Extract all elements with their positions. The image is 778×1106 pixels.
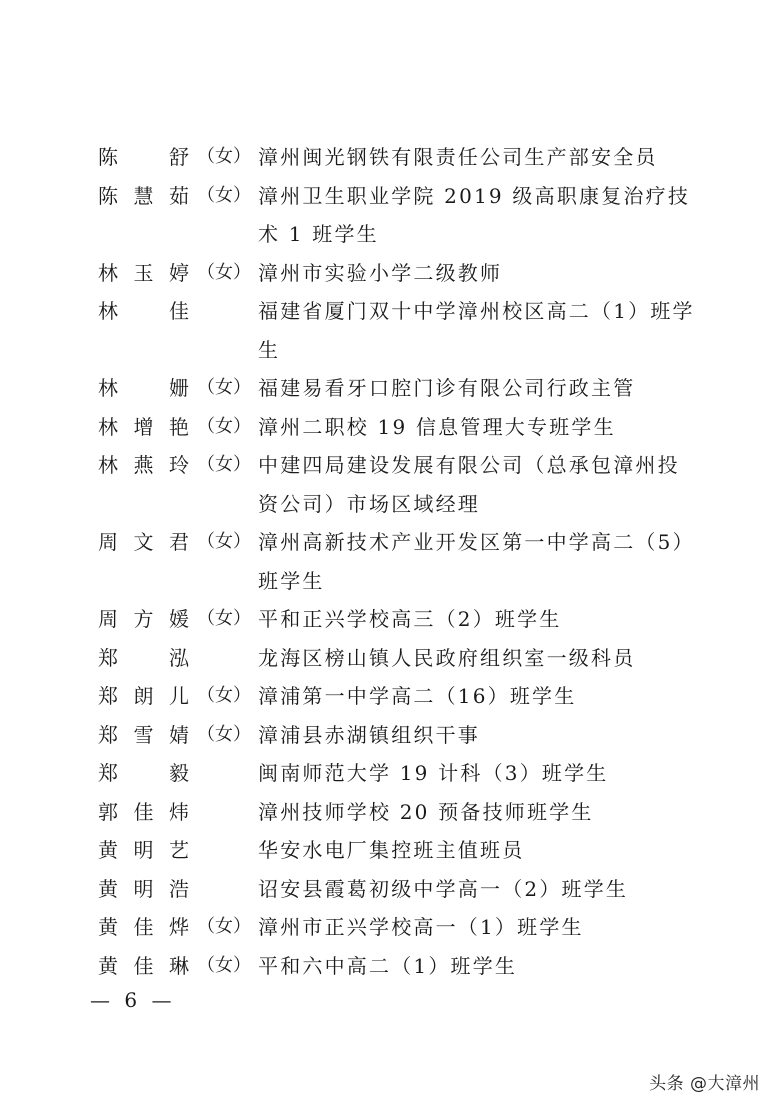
person-description: 平和六中高二（1）班学生 bbox=[258, 953, 518, 978]
person-description: 漳浦第一中学高二（16）班学生 bbox=[258, 684, 577, 708]
list-item bbox=[98, 177, 698, 254]
list-item bbox=[98, 793, 698, 832]
list-item bbox=[98, 292, 698, 369]
person-name: 林燕玲 bbox=[98, 453, 190, 477]
person-name: 林 佳 bbox=[98, 299, 190, 323]
person-name: 黄明浩 bbox=[98, 876, 190, 901]
gender-note: （女） bbox=[197, 916, 251, 937]
list-item bbox=[98, 523, 698, 600]
list-item bbox=[98, 639, 698, 678]
person-description: 漳州高新技术产业开发区第一中学高二（5）班学生 bbox=[258, 530, 695, 593]
person-name: 郑雪婧 bbox=[98, 722, 190, 747]
list-item bbox=[98, 870, 698, 909]
person-name: 黄明艺 bbox=[98, 838, 190, 862]
list-item bbox=[98, 754, 698, 793]
list-item bbox=[98, 947, 698, 986]
list-item bbox=[98, 831, 698, 870]
name-list bbox=[98, 138, 698, 985]
list-item bbox=[98, 254, 698, 293]
gender-note: （女） bbox=[197, 723, 251, 745]
person-name: 郑 毅 bbox=[98, 761, 190, 785]
gender-note: （女） bbox=[197, 146, 251, 167]
person-name: 郑朗儿 bbox=[98, 684, 190, 708]
person-name: 黄佳琳 bbox=[98, 953, 190, 978]
person-name: 林增艳 bbox=[98, 414, 190, 439]
person-name: 郑 泓 bbox=[98, 645, 190, 670]
person-description: 福建易看牙口腔门诊有限公司行政主管 bbox=[258, 376, 636, 400]
gender-note: （女） bbox=[197, 454, 251, 475]
person-description: 龙海区榜山镇人民政府组织室一级科员 bbox=[258, 645, 636, 670]
person-description: 漳州卫生职业学院 2019 级高职康复治疗技术 1 班学生 bbox=[258, 183, 691, 246]
list-item bbox=[98, 908, 698, 947]
list-item bbox=[98, 369, 698, 408]
list-item bbox=[98, 408, 698, 447]
person-name: 陈 舒 bbox=[98, 145, 190, 169]
person-name: 黄佳烨 bbox=[98, 915, 190, 939]
list-item bbox=[98, 600, 698, 639]
person-description: 中建四局建设发展有限公司（总承包漳州投资公司）市场区域经理 bbox=[258, 453, 680, 516]
person-name: 周方媛 bbox=[98, 607, 190, 631]
list-item bbox=[98, 446, 698, 523]
person-description: 福建省厦门双十中学漳州校区高二（1）班学生 bbox=[258, 299, 695, 362]
watermark: 头条 @大漳州 bbox=[649, 1074, 760, 1094]
page-number: — 6 — bbox=[90, 988, 176, 1012]
gender-note: （女） bbox=[197, 415, 251, 437]
gender-note: （女） bbox=[197, 608, 251, 629]
list-item bbox=[98, 138, 698, 177]
person-description: 漳浦县赤湖镇组织干事 bbox=[258, 722, 480, 747]
person-name: 陈慧茹 bbox=[98, 183, 190, 208]
person-description: 平和正兴学校高三（2）班学生 bbox=[258, 607, 562, 631]
person-name: 郭佳炜 bbox=[98, 799, 190, 824]
person-description: 漳州闽光钢铁有限责任公司生产部安全员 bbox=[258, 145, 658, 169]
gender-note: （女） bbox=[197, 377, 251, 398]
list-item bbox=[98, 716, 698, 755]
gender-note: （女） bbox=[197, 954, 251, 976]
person-description: 漳州二职校 19 信息管理大专班学生 bbox=[258, 414, 616, 439]
person-description: 漳州技师学校 20 预备技师班学生 bbox=[258, 799, 594, 824]
list-item bbox=[98, 677, 698, 716]
person-name: 周文君 bbox=[98, 530, 190, 554]
gender-note: （女） bbox=[197, 531, 251, 552]
person-description: 闽南师范大学 19 计科（3）班学生 bbox=[258, 761, 609, 785]
gender-note: （女） bbox=[197, 685, 251, 706]
gender-note: （女） bbox=[197, 261, 251, 283]
person-name: 林玉婷 bbox=[98, 260, 190, 285]
person-description: 华安水电厂集控班主值班员 bbox=[258, 838, 525, 862]
person-name: 林 姗 bbox=[98, 376, 190, 400]
person-description: 诏安县霞葛初级中学高一（2）班学生 bbox=[258, 876, 629, 901]
gender-note: （女） bbox=[197, 184, 251, 206]
person-description: 漳州市正兴学校高一（1）班学生 bbox=[258, 915, 584, 939]
person-description: 漳州市实验小学二级教师 bbox=[258, 260, 503, 285]
